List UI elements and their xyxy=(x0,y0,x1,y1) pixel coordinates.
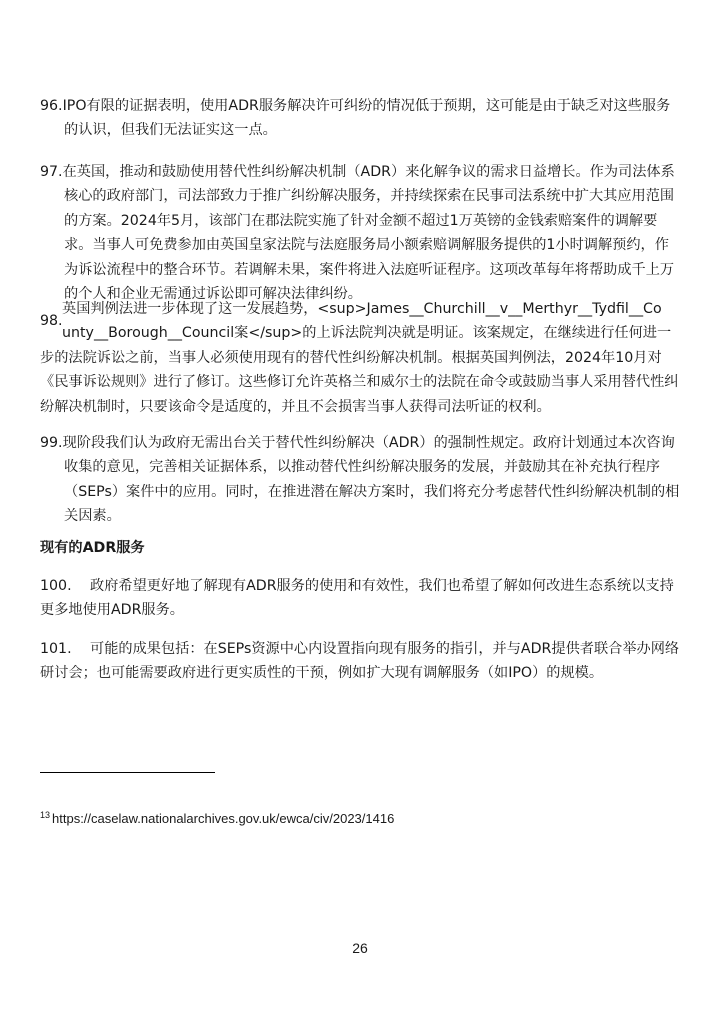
footnote xyxy=(40,806,394,828)
paragraph-99 xyxy=(40,431,680,529)
paragraph-97 xyxy=(40,160,680,306)
paragraph-text: 可能的成果包括：在SEPs资源中心内设置指向现有服务的指引，并与ADR提供者联合举办网络研讨会；也可能需要政府进行更实质性的干预，例如扩大现有调解服务（如IPO）的规模。 xyxy=(40,641,680,682)
paragraph-98-rest xyxy=(40,346,682,419)
paragraph-101 xyxy=(40,637,680,686)
paragraph-text: 现阶段我们认为政府无需出台关于替代性纠纷解决（ADR）的强制性规定。政府计划通过本次咨询收集的意见，完善相关证据体系，以推动替代性纠纷解决服务的发展，并鼓励其在补充执行程序（SEPs）案件中的应用。同时，在推进潜在解决方案时，我们将充分考虑替代性纠纷解决机制的相关因素。 xyxy=(62,435,680,525)
footnote-separator xyxy=(40,772,215,773)
paragraph-number: 99. xyxy=(40,435,63,451)
paragraph-text-line1: 英国判例法进一步体现了这一发展趋势，<sup>James__Churchill__v__Merthyr__Tydfil__Co xyxy=(62,301,662,317)
paragraph-98-opening xyxy=(62,297,682,346)
section-heading: 现有的ADR服务 xyxy=(40,540,145,556)
paragraph-text: 在英国，推动和鼓励使用替代性纠纷解决机制（ADR）来化解争议的需求日益增长。作为司法体系核心的政府部门，司法部致力于推广纠纷解决服务，并持续探索在民事司法系统中扩大其应用范围的方案。2024年5月，该部门在郡法院实施了针对金额不超过1万英镑的金钱索赔案件的调解要求。当事人可免费参加由英国皇家法院与法庭服务局小额索赔调解服务提供的1小时调解预约，作为诉讼流程中的整合环节。若调解未果，案件将进入法庭听证程序。这项改革每年将帮助成千上万的个人和企业无需通过诉讼即可解决法律纠纷。 xyxy=(62,164,675,303)
paragraph-100 xyxy=(40,574,680,623)
page-number: 26 xyxy=(352,940,368,956)
paragraph-number: 97. xyxy=(40,164,63,180)
paragraph-number: 100. xyxy=(40,578,72,594)
paragraph-text: 政府希望更好地了解现有ADR服务的使用和有效性，我们也希望了解如何改进生态系统以支持更多地使用ADR服务。 xyxy=(40,578,674,619)
paragraph-text: 步的法院诉讼之前，当事人必须使用现有的替代性纠纷解决机制。根据英国判例法，2024年10月对《民事诉讼规则》进行了修订。这些修订允许英格兰和威尔士的法院在命令或鼓励当事人采用替代性纠纷解决机制时，只要该命令是适度的，并且不会损害当事人获得司法听证的权利。 xyxy=(40,350,679,415)
paragraph-text-line2: unty__Borough__Council案</sup>的上诉法院判决就是明证。该案规定，在继续进行任何进一 xyxy=(62,325,672,342)
paragraph-number-98: 98. xyxy=(40,313,63,329)
footnote-marker: 13 xyxy=(40,810,51,820)
paragraph-number: 101. xyxy=(40,641,72,657)
footnote-link[interactable]: https://caselaw.nationalarchives.gov.uk/ewca/civ/2023/1416 xyxy=(52,811,395,826)
paragraph-text: IPO有限的证据表明，使用ADR服务解决许可纠纷的情况低于预期，这可能是由于缺乏对这些服务的认识，但我们无法证实这一点。 xyxy=(62,98,671,139)
paragraph-96 xyxy=(40,94,680,143)
paragraph-number: 96. xyxy=(40,98,63,114)
